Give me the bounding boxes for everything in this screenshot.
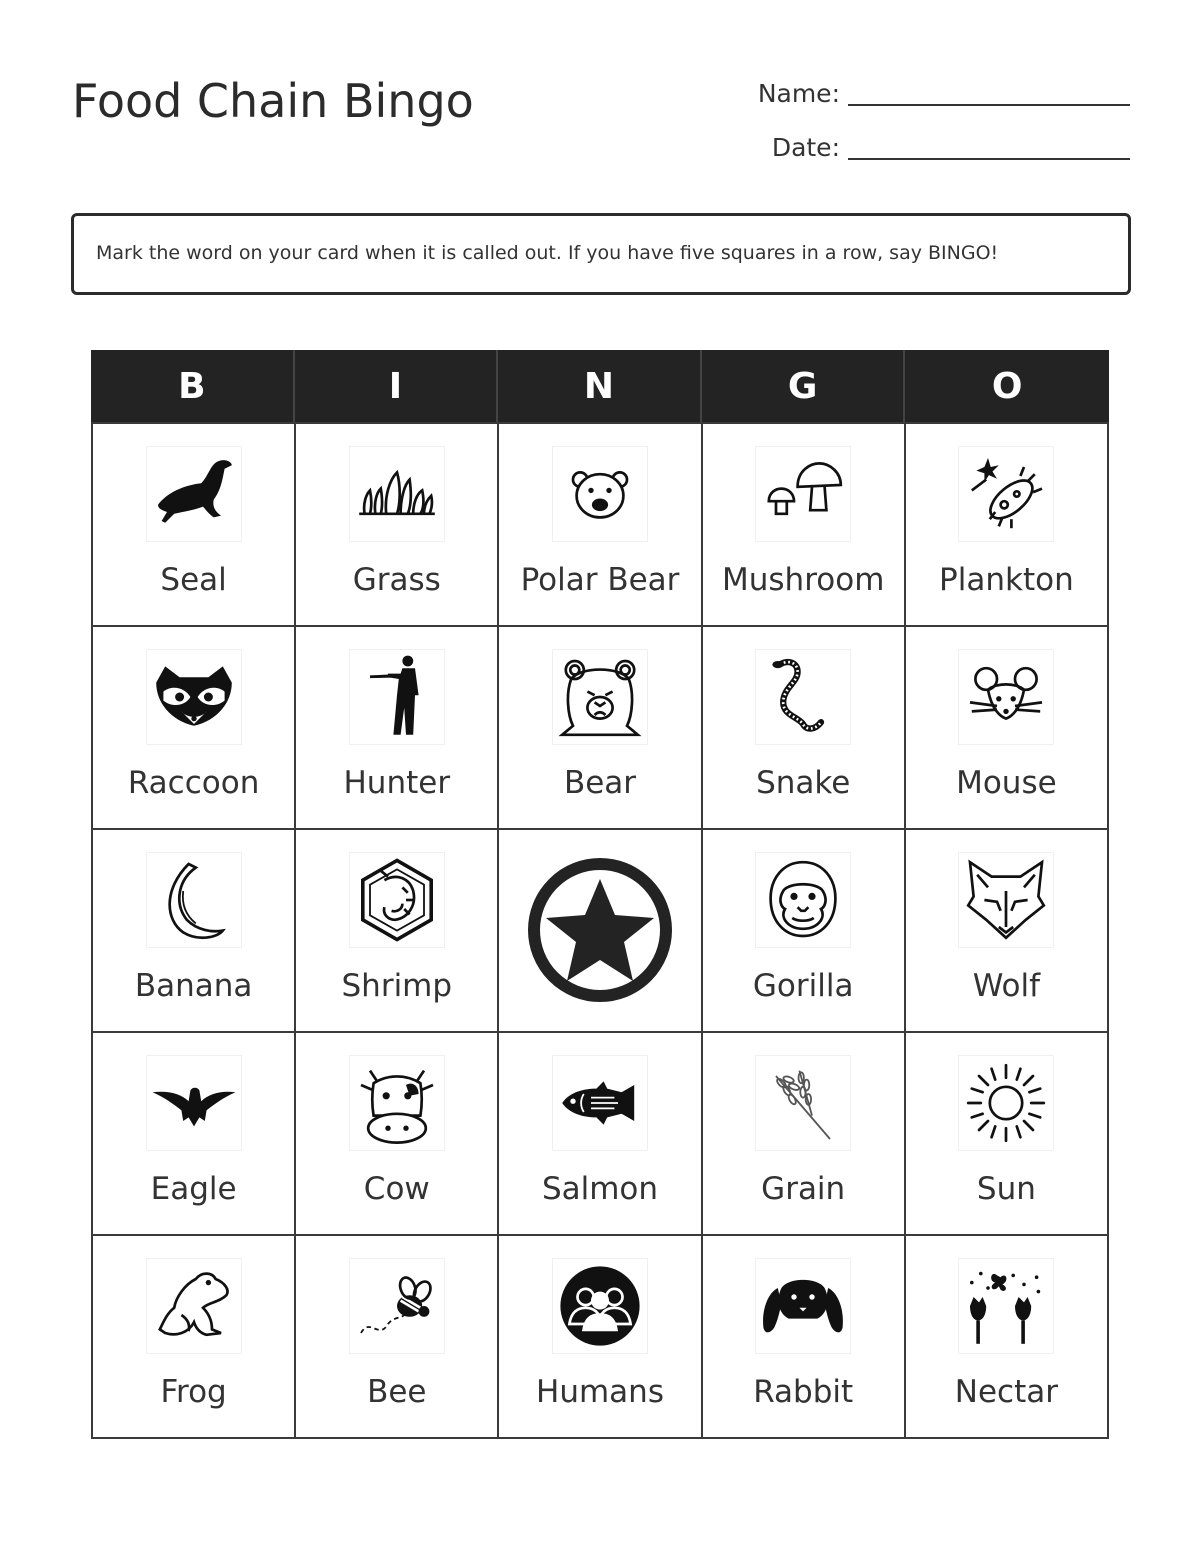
- instructions-text: Mark the word on your card when it is called out. If you have five squares in a row, say BINGO!: [96, 242, 999, 264]
- humans-icon: [552, 1258, 648, 1354]
- date-label: Date:: [771, 133, 840, 162]
- square-label: Polar Bear: [520, 562, 680, 598]
- bingo-grid: [91, 422, 1109, 1439]
- cow-icon: [349, 1055, 445, 1151]
- date-field[interactable]: [772, 134, 1130, 160]
- gorilla-icon: [755, 852, 851, 948]
- plankton-icon: [958, 446, 1054, 542]
- bingo-square[interactable]: [906, 830, 1109, 1033]
- square-label: Bear: [563, 765, 637, 801]
- square-label: Snake: [756, 765, 851, 801]
- bingo-square[interactable]: [499, 627, 702, 830]
- hunter-icon: [349, 649, 445, 745]
- bingo-square[interactable]: [93, 1033, 296, 1236]
- square-label: Eagle: [150, 1171, 237, 1207]
- date-line[interactable]: [848, 134, 1130, 160]
- bingo-square[interactable]: [296, 1236, 499, 1439]
- square-label: Seal: [160, 562, 227, 598]
- square-label: Grass: [352, 562, 441, 598]
- polar-bear-icon: [552, 446, 648, 542]
- column-header-b: B: [91, 350, 295, 422]
- bingo-square[interactable]: [93, 830, 296, 1033]
- square-label: Mouse: [956, 765, 1057, 801]
- raccoon-icon: [146, 649, 242, 745]
- square-label: Nectar: [954, 1374, 1058, 1410]
- bingo-board: [91, 350, 1109, 1439]
- seal-icon: [146, 446, 242, 542]
- square-label: Banana: [134, 968, 253, 1004]
- banana-icon: [146, 852, 242, 948]
- bingo-square[interactable]: [499, 1033, 702, 1236]
- square-label: Raccoon: [127, 765, 260, 801]
- bingo-square[interactable]: [296, 424, 499, 627]
- column-header-n: N: [498, 350, 702, 422]
- square-label: Mushroom: [722, 562, 885, 598]
- column-header-g: G: [702, 350, 906, 422]
- grass-icon: [349, 446, 445, 542]
- sun-icon: [958, 1055, 1054, 1151]
- square-label: Cow: [363, 1171, 430, 1207]
- square-label: Rabbit: [753, 1374, 854, 1410]
- rabbit-icon: [755, 1258, 851, 1354]
- snake-icon: [755, 649, 851, 745]
- square-label: Frog: [160, 1374, 227, 1410]
- bingo-square[interactable]: [499, 424, 702, 627]
- bingo-square[interactable]: [906, 627, 1109, 830]
- square-label: Wolf: [972, 968, 1041, 1004]
- square-label: Bee: [367, 1374, 427, 1410]
- wolf-icon: [958, 852, 1054, 948]
- bingo-square[interactable]: [93, 1236, 296, 1439]
- grain-icon: [755, 1055, 851, 1151]
- bingo-square[interactable]: [296, 1033, 499, 1236]
- name-line[interactable]: [848, 80, 1130, 106]
- bingo-square[interactable]: [906, 1033, 1109, 1236]
- name-label: Name:: [757, 79, 840, 108]
- square-label: Grain: [761, 1171, 846, 1207]
- bingo-header: [91, 350, 1109, 422]
- bingo-square[interactable]: [906, 424, 1109, 627]
- bingo-square[interactable]: [499, 1236, 702, 1439]
- column-header-i: I: [295, 350, 499, 422]
- square-label: Sun: [976, 1171, 1036, 1207]
- nectar-icon: [958, 1258, 1054, 1354]
- bear-icon: [552, 649, 648, 745]
- square-label: Plankton: [939, 562, 1074, 598]
- bingo-square[interactable]: [93, 627, 296, 830]
- bingo-square[interactable]: [703, 1236, 906, 1439]
- square-label: Hunter: [343, 765, 451, 801]
- shrimp-icon: [349, 852, 445, 948]
- salmon-icon: [552, 1055, 648, 1151]
- column-header-o: O: [991, 365, 1023, 407]
- instructions-box: [71, 213, 1131, 295]
- bee-icon: [349, 1258, 445, 1354]
- bingo-square[interactable]: [906, 1236, 1109, 1439]
- bingo-square[interactable]: [296, 830, 499, 1033]
- star-icon: [525, 855, 675, 1005]
- bingo-square[interactable]: [93, 424, 296, 627]
- bingo-square[interactable]: [703, 627, 906, 830]
- bingo-square[interactable]: [703, 424, 906, 627]
- eagle-icon: [146, 1055, 242, 1151]
- square-label: Salmon: [541, 1171, 659, 1207]
- name-field[interactable]: [758, 80, 1130, 106]
- square-label: Gorilla: [752, 968, 854, 1004]
- mouse-icon: [958, 649, 1054, 745]
- frog-icon: [146, 1258, 242, 1354]
- square-label: Shrimp: [341, 968, 453, 1004]
- bingo-square[interactable]: [296, 627, 499, 830]
- bingo-square[interactable]: [703, 1033, 906, 1236]
- mushroom-icon: [755, 446, 851, 542]
- page-title: Food Chain Bingo: [72, 74, 474, 128]
- free-space[interactable]: [499, 830, 702, 1033]
- square-label: Humans: [536, 1374, 664, 1410]
- bingo-square[interactable]: [703, 830, 906, 1033]
